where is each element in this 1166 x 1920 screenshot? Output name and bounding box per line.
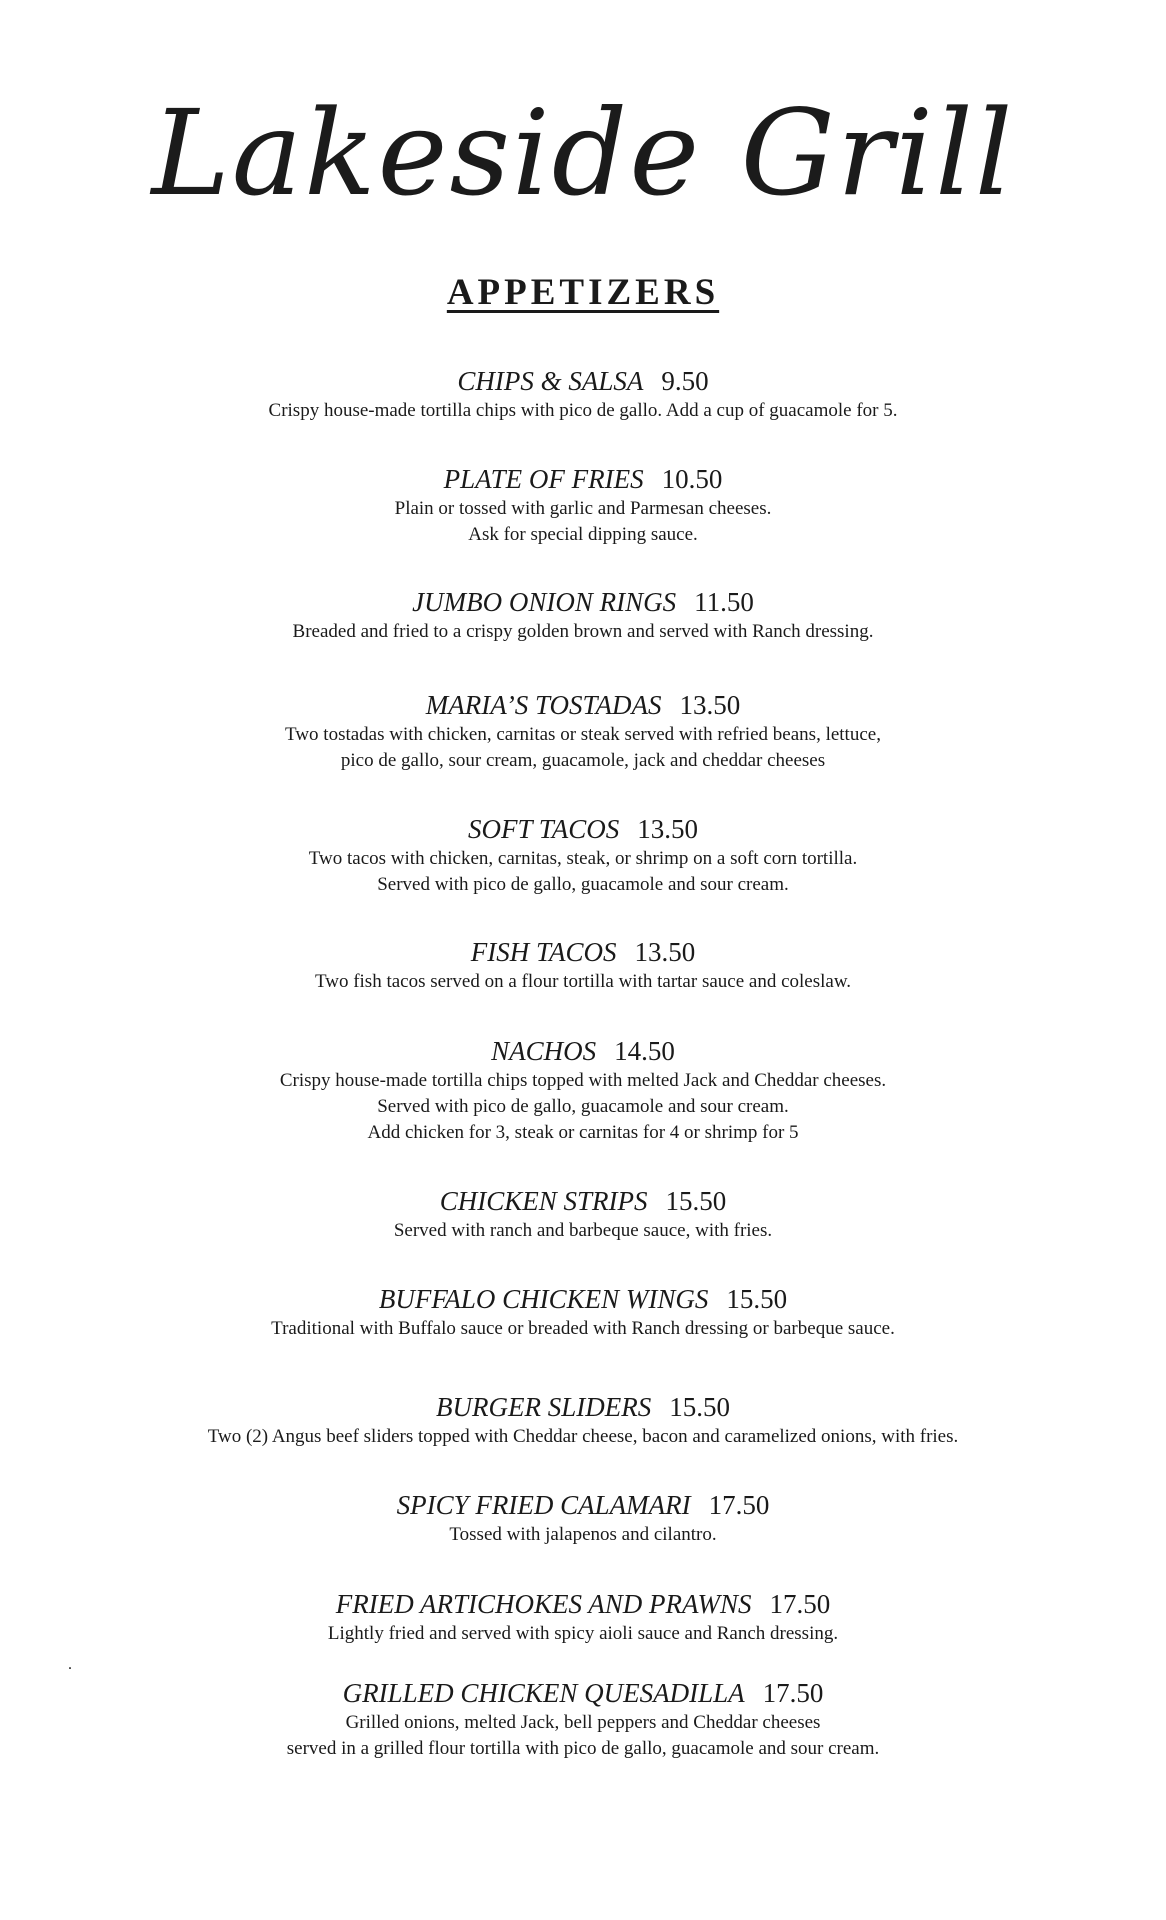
menu-item bbox=[0, 1184, 1166, 1244]
menu-item-description bbox=[0, 1068, 1166, 1146]
menu-item-name: BUFFALO CHICKEN WINGS bbox=[378, 1284, 709, 1314]
menu-item-header bbox=[0, 1488, 1166, 1522]
menu-item-description-line: Served with pico de gallo, guacamole and sour cream. bbox=[377, 1096, 789, 1117]
menu-item-price: 15.50 bbox=[669, 1392, 730, 1422]
menu-item-description-line: Lightly fried and served with spicy aioli sauce and Ranch dressing. bbox=[327, 1623, 839, 1644]
menu-item-header bbox=[0, 364, 1166, 398]
menu-item bbox=[0, 1488, 1166, 1548]
menu-item-price: 13.50 bbox=[679, 690, 741, 720]
menu-item-name: SPICY FRIED CALAMARI bbox=[396, 1490, 691, 1520]
menu-item bbox=[0, 812, 1166, 898]
menu-item-description bbox=[0, 619, 1166, 645]
menu-item-description-line: Two fish tacos served on a flour tortilla with tartar sauce and coleslaw. bbox=[314, 971, 852, 992]
menu-item-name: NACHOS bbox=[491, 1036, 597, 1066]
menu-item bbox=[0, 1034, 1166, 1146]
menu-item-name: JUMBO ONION RINGS bbox=[412, 587, 677, 617]
menu-item-price: 15.50 bbox=[726, 1284, 788, 1314]
menu-item-header bbox=[0, 1184, 1166, 1218]
menu-item-description bbox=[0, 1218, 1166, 1244]
menu-item-description-line: Add chicken for 3, steak or carnitas for 4 or shrimp for 5 bbox=[367, 1122, 799, 1143]
menu-item-header bbox=[0, 688, 1166, 722]
menu-item bbox=[0, 1390, 1166, 1450]
menu-item-description bbox=[0, 398, 1166, 424]
menu-item bbox=[0, 364, 1166, 424]
menu-item bbox=[0, 462, 1166, 548]
menu-item-description-line: Crispy house-made tortilla chips with pico de gallo. Add a cup of guacamole for 5. bbox=[268, 400, 898, 421]
menu-item-price: 13.50 bbox=[637, 814, 699, 844]
menu-item-description-line: Two tacos with chicken, carnitas, steak, or shrimp on a soft corn tortilla. bbox=[308, 848, 858, 869]
section-title-text: APPETIZERS bbox=[446, 272, 720, 313]
menu-item-name: FISH TACOS bbox=[470, 937, 617, 967]
menu-item-header bbox=[0, 812, 1166, 846]
menu-item-price: 17.50 bbox=[769, 1589, 831, 1619]
menu-item-name: GRILLED CHICKEN QUESADILLA bbox=[342, 1678, 745, 1708]
menu-item-description bbox=[0, 1316, 1166, 1342]
menu-item-name: BURGER SLIDERS bbox=[436, 1392, 652, 1422]
menu-item-price: 17.50 bbox=[762, 1678, 824, 1708]
menu-item-description-line: Breaded and fried to a crispy golden brown and served with Ranch dressing. bbox=[292, 621, 874, 642]
menu-item-description bbox=[0, 969, 1166, 995]
menu-item-header bbox=[0, 1676, 1166, 1710]
menu-item-name: MARIA’S TOSTADAS bbox=[425, 690, 662, 720]
menu-item-header bbox=[0, 1282, 1166, 1316]
menu-item-description-line: Tossed with jalapenos and cilantro. bbox=[449, 1524, 717, 1545]
menu-item-description-line: Grilled onions, melted Jack, bell peppers and Cheddar cheeses bbox=[345, 1712, 821, 1733]
menu-item-description-line: Ask for special dipping sauce. bbox=[468, 524, 698, 545]
menu-item bbox=[0, 1282, 1166, 1342]
menu-item bbox=[0, 935, 1166, 995]
menu-item-price: 13.50 bbox=[634, 937, 696, 967]
stray-mark: . bbox=[68, 1656, 72, 1673]
restaurant-logo: Lakeside Grill bbox=[151, 84, 1015, 222]
menu-item-header bbox=[0, 1034, 1166, 1068]
menu-item-description bbox=[0, 1424, 1166, 1450]
menu-item-description bbox=[0, 1522, 1166, 1548]
menu-item bbox=[0, 1587, 1166, 1647]
menu-item-description-line: Two tostadas with chicken, carnitas or steak served with refried beans, lettuce, bbox=[285, 724, 881, 745]
menu-item-header bbox=[0, 1587, 1166, 1621]
menu-item-description-line: Plain or tossed with garlic and Parmesan cheeses. bbox=[394, 498, 772, 519]
menu-item-description-line: pico de gallo, sour cream, guacamole, jack and cheddar cheeses bbox=[340, 750, 826, 771]
menu-item-name: SOFT TACOS bbox=[467, 814, 620, 844]
menu-item-name: CHIPS & SALSA bbox=[457, 366, 644, 396]
menu-item-header bbox=[0, 585, 1166, 619]
menu-item bbox=[0, 585, 1166, 645]
menu-item-name: FRIED ARTICHOKES AND PRAWNS bbox=[335, 1589, 752, 1619]
menu-item-price: 10.50 bbox=[661, 464, 723, 494]
menu-item-description bbox=[0, 496, 1166, 548]
section-title bbox=[0, 270, 1166, 316]
menu-item-price: 15.50 bbox=[665, 1186, 727, 1216]
menu-item-price: 14.50 bbox=[614, 1036, 675, 1066]
menu-item-description bbox=[0, 846, 1166, 898]
menu-item-description-line: Served with pico de gallo, guacamole and sour cream. bbox=[377, 874, 789, 895]
menu-item-price: 17.50 bbox=[708, 1490, 770, 1520]
menu-item-name: PLATE OF FRIES bbox=[443, 464, 644, 494]
menu-item-name: CHICKEN STRIPS bbox=[439, 1186, 648, 1216]
menu-item-description-line: Served with ranch and barbeque sauce, with fries. bbox=[393, 1220, 773, 1241]
menu-item-header bbox=[0, 1390, 1166, 1424]
menu-item-header bbox=[0, 462, 1166, 496]
menu-item-description bbox=[0, 722, 1166, 774]
menu-item-description-line: served in a grilled flour tortilla with pico de gallo, guacamole and sour cream. bbox=[286, 1738, 880, 1759]
menu-item-price: 11.50 bbox=[694, 587, 754, 617]
menu-item-description-line: Two (2) Angus beef sliders topped with Cheddar cheese, bacon and caramelized onions, with fries. bbox=[207, 1426, 959, 1447]
menu-item bbox=[0, 688, 1166, 774]
menu-item bbox=[0, 1676, 1166, 1762]
menu-item-description bbox=[0, 1621, 1166, 1647]
menu-item-price: 9.50 bbox=[661, 366, 709, 396]
menu-item-description-line: Traditional with Buffalo sauce or breaded with Ranch dressing or barbeque sauce. bbox=[271, 1318, 895, 1339]
menu-item-header bbox=[0, 935, 1166, 969]
menu-item-description-line: Crispy house-made tortilla chips topped with melted Jack and Cheddar cheeses. bbox=[279, 1070, 887, 1091]
menu-item-description bbox=[0, 1710, 1166, 1762]
